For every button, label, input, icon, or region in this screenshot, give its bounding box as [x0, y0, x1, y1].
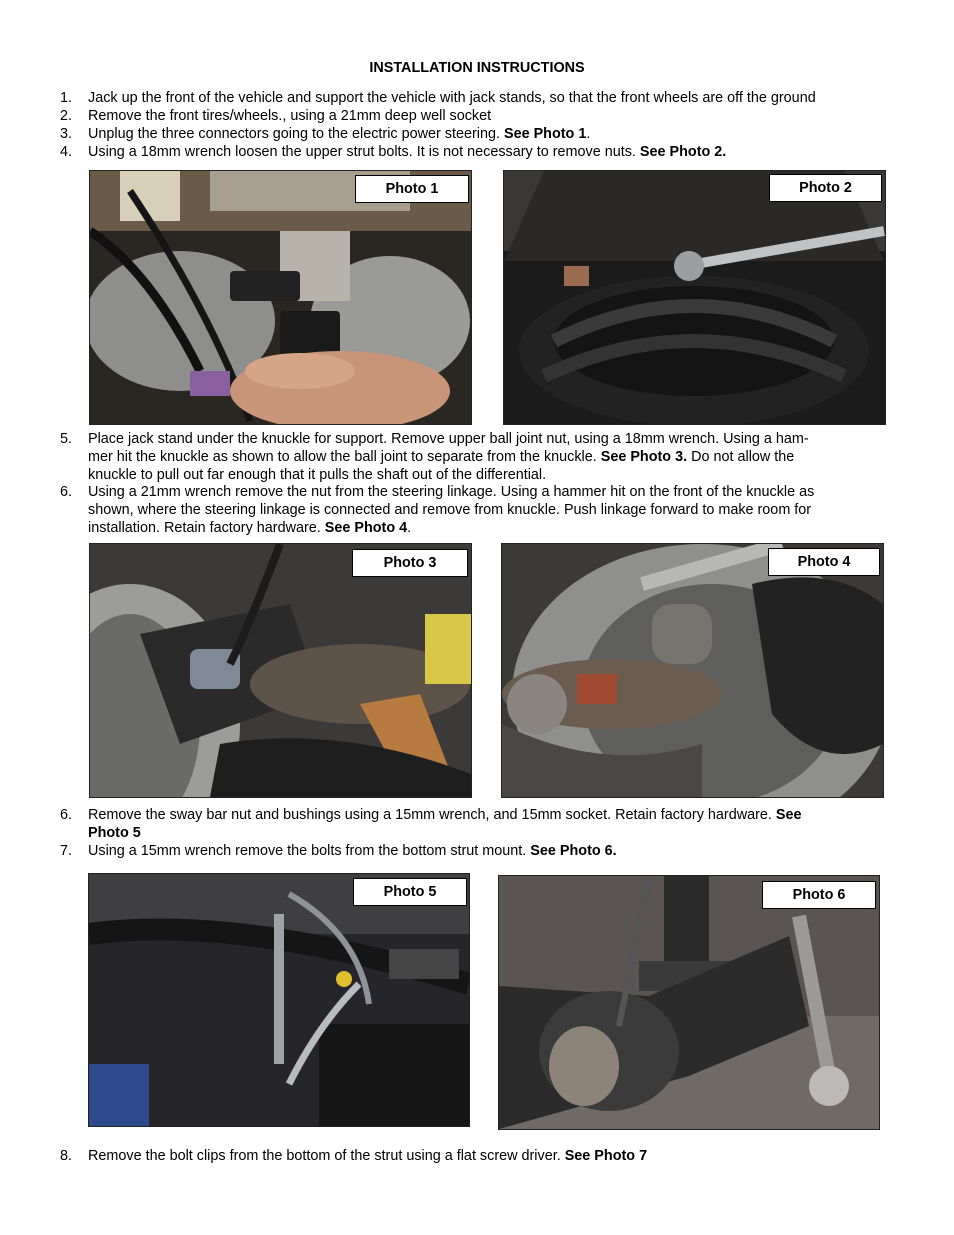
- step-text: Using a 18mm wrench loosen the upper strut bolts. It is not necessary to remove nuts.: [88, 144, 640, 160]
- step-number: 2.: [60, 108, 73, 124]
- photo-reference: See Photo 1: [503, 126, 587, 142]
- step-number: 5.: [60, 431, 73, 447]
- step-text-line-3: installation. Retain factory hardware.: [88, 520, 325, 536]
- photo-4-label: Photo 4: [768, 548, 880, 576]
- step-text-line-1: Place jack stand under the knuckle for support. Remove upper ball joint nut, using a 18mm wrench. Using a ham-: [88, 431, 809, 447]
- step-text-line-1: Remove the sway bar nut and bushings using a 15mm wrench, and 15mm socket. Retain factory hardware.: [88, 807, 776, 823]
- step-text-line-3: knuckle to pull out far enough that it pulls the shaft out of the differential.: [88, 467, 547, 483]
- photo-reference: See Photo 4: [324, 520, 408, 536]
- step-text-tail: .: [407, 520, 412, 536]
- photo-2-image: [503, 170, 886, 425]
- photo-4-image: [501, 543, 884, 798]
- step-text: Remove the front tires/wheels., using a 21mm deep well socket: [88, 108, 492, 124]
- step-number: 8.: [60, 1148, 73, 1164]
- step-number: 1.: [60, 90, 73, 106]
- photo-3-label: Photo 3: [352, 549, 468, 577]
- photo-reference: See Photo 2.: [639, 144, 727, 160]
- step-text: Jack up the front of the vehicle and support the vehicle with jack stands, so that the front wheels are off the ground: [88, 90, 816, 106]
- photo-reference: See: [775, 807, 802, 823]
- step-text: Unplug the three connectors going to the electric power steering.: [88, 126, 504, 142]
- step-number: 7.: [60, 843, 73, 859]
- photo-2-illustration: [504, 171, 885, 424]
- photo-reference: See Photo 7: [564, 1148, 648, 1164]
- photo-3-image: [89, 543, 472, 798]
- photo-3-illustration: [90, 544, 471, 797]
- step-number: 6.: [60, 807, 73, 823]
- photo-6-image: [498, 875, 880, 1130]
- step-text-line-2: mer hit the knuckle as shown to allow the ball joint to separate from the knuckle.: [88, 449, 601, 465]
- photo-5-image: [88, 873, 470, 1127]
- step-text: Using a 15mm wrench remove the bolts from the bottom strut mount.: [88, 843, 531, 859]
- step-number: 3.: [60, 126, 73, 142]
- photo-reference: See Photo 6.: [530, 843, 617, 859]
- step-number: 4.: [60, 144, 73, 160]
- photo-5-label: Photo 5: [353, 878, 467, 906]
- photo-2-label: Photo 2: [769, 174, 882, 202]
- photo-1-illustration: [90, 171, 471, 424]
- photo-5-illustration: [89, 874, 469, 1126]
- step-text-line-2: shown, where the steering linkage is connected and remove from knuckle. Push linkage forward to make room for: [88, 502, 812, 518]
- step-text: Remove the bolt clips from the bottom of the strut using a flat screw driver.: [88, 1148, 565, 1164]
- photo-reference: See Photo 3.: [600, 449, 688, 465]
- photo-reference: Photo 5: [88, 825, 141, 841]
- photo-4-illustration: [502, 544, 883, 797]
- photo-1-image: [89, 170, 472, 425]
- page-title: INSTALLATION INSTRUCTIONS: [369, 60, 585, 76]
- step-text-line-2-tail: Do not allow the: [687, 449, 795, 465]
- step-text-line-1: Using a 21mm wrench remove the nut from the steering linkage. Using a hammer hit on the front of the knuckle as: [88, 484, 815, 500]
- photo-1-label: Photo 1: [355, 175, 469, 203]
- photo-6-label: Photo 6: [762, 881, 876, 909]
- step-number: 6.: [60, 484, 73, 500]
- step-text-tail: .: [586, 126, 591, 142]
- photo-6-illustration: [499, 876, 879, 1129]
